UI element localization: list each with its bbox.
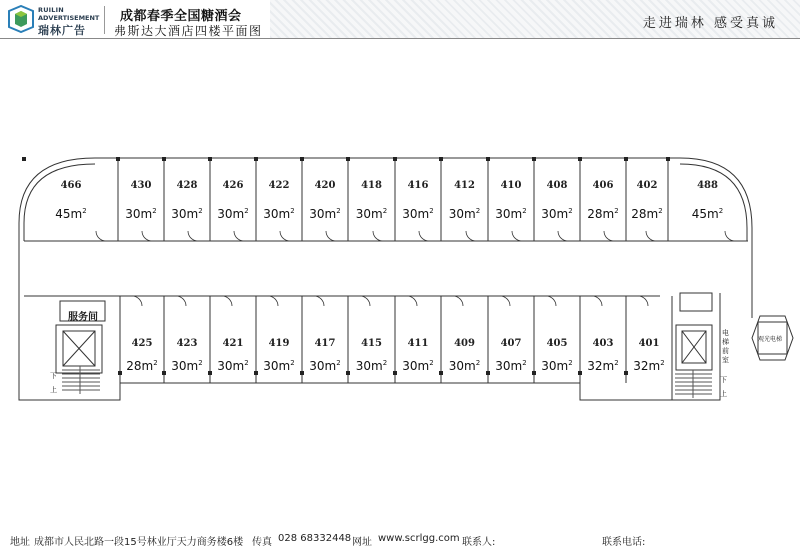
top-room-area: $45m^2$ <box>691 207 724 221</box>
bottom-room-number: 419 <box>268 338 290 349</box>
bottom-room-area: $28m^2$ <box>126 359 158 373</box>
website-label: 网址 <box>352 537 372 548</box>
stair-right-down-label: 下 <box>720 376 727 384</box>
address-label: 地址 <box>10 537 30 548</box>
bottom-room-number: 409 <box>454 338 475 349</box>
page-subtitle: 弗斯达大酒店四楼平面图 <box>114 24 263 38</box>
page-title: 成都春季全国糖酒会 <box>120 9 242 24</box>
logo-divider <box>104 6 105 34</box>
bottom-room-area: $30m^2$ <box>217 359 249 373</box>
top-room-row <box>22 157 735 241</box>
address-text: 成都市人民北路一段15号林业厅天力商务楼6楼 <box>34 537 244 548</box>
top-room-area: $30m^2$ <box>541 207 573 221</box>
logo-text-en-1: RUILIN <box>38 6 64 14</box>
top-room-number: 402 <box>636 180 658 191</box>
bottom-room-area: $30m^2$ <box>495 359 527 373</box>
top-room-area: $30m^2$ <box>263 207 295 221</box>
top-room-number: 416 <box>407 180 429 191</box>
bottom-room-area: $30m^2$ <box>355 359 388 373</box>
top-room-area: $28m^2$ <box>587 207 619 221</box>
slogan: 走进瑞林 感受真诚 <box>642 16 778 31</box>
bottom-room-number: 423 <box>176 338 198 349</box>
top-room-area: $30m^2$ <box>309 207 341 221</box>
top-room-area: $30m^2$ <box>402 207 434 221</box>
elevator-lobby-char-2: 梯 <box>722 338 729 346</box>
stair-left-down-label: 下 <box>50 372 57 380</box>
top-room-number: 412 <box>454 180 475 191</box>
top-room-area: $30m^2$ <box>448 207 481 221</box>
bottom-room-number: 403 <box>592 338 614 349</box>
top-room-area: $30m^2$ <box>125 207 157 221</box>
top-room-number: 420 <box>314 180 336 191</box>
top-room-area: $28m^2$ <box>631 207 663 221</box>
bottom-room-number: 411 <box>407 338 429 349</box>
bottom-room-area: $30m^2$ <box>309 359 341 373</box>
top-room-number: 488 <box>697 180 718 191</box>
bottom-room-number: 415 <box>361 338 382 349</box>
bottom-room-number: 425 <box>131 338 153 349</box>
bottom-room-number: 405 <box>546 338 568 349</box>
logo-text-cn: 瑞林广告 <box>38 24 86 37</box>
top-room-number: 428 <box>176 180 198 191</box>
bottom-room-area: $30m^2$ <box>448 359 481 373</box>
bottom-room-area: $30m^2$ <box>541 359 573 373</box>
elevator-lobby-char-4: 室 <box>722 356 729 364</box>
bottom-room-area: $30m^2$ <box>263 359 295 373</box>
bottom-room-number: 421 <box>222 338 244 349</box>
stair-right-up-label: 上 <box>720 390 727 398</box>
top-room-number: 410 <box>500 180 522 191</box>
fax-number: 028 68332448 <box>278 533 352 544</box>
bottom-room-area: $30m^2$ <box>402 359 434 373</box>
phone-label: 联系电话: <box>602 537 646 548</box>
sightseeing-elevator-label: 观光电梯 <box>758 336 783 343</box>
top-room-area: $30m^2$ <box>171 207 203 221</box>
bottom-room-number: 407 <box>500 338 522 349</box>
elevator-lobby-char-3: 前 <box>722 347 729 355</box>
top-room-area: $45m^2$ <box>55 207 87 221</box>
bottom-room-number: 401 <box>638 338 660 349</box>
top-room-number: 408 <box>546 180 568 191</box>
top-room-area: $30m^2$ <box>355 207 388 221</box>
bottom-room-area: $32m^2$ <box>587 359 619 373</box>
top-room-area: $30m^2$ <box>217 207 249 221</box>
bottom-room-number: 417 <box>314 338 336 349</box>
top-room-number: 430 <box>130 180 152 191</box>
top-room-number: 466 <box>60 180 82 191</box>
page-footer <box>0 527 800 551</box>
floor-plan <box>0 38 800 528</box>
bottom-room-area: $30m^2$ <box>171 359 203 373</box>
fax-label: 传真 <box>252 537 272 548</box>
contact-label: 联系人: <box>462 537 496 548</box>
top-room-number: 426 <box>222 180 244 191</box>
elevator-lobby-char-1: 电 <box>722 329 729 337</box>
service-room-label: 服务间 <box>68 312 98 323</box>
stair-left-up-label: 上 <box>50 386 57 394</box>
website-url: www.scrlgg.com <box>378 533 460 544</box>
logo-text-en-2: ADVERTISEMENT <box>38 14 100 22</box>
top-room-area: $30m^2$ <box>495 207 527 221</box>
ruilin-logo-icon <box>6 5 36 33</box>
bottom-room-row <box>118 296 672 400</box>
bottom-room-area: $32m^2$ <box>633 359 665 373</box>
page-header <box>0 0 800 40</box>
top-room-number: 422 <box>268 180 290 191</box>
top-room-number: 406 <box>592 180 614 191</box>
top-room-number: 418 <box>361 180 382 191</box>
